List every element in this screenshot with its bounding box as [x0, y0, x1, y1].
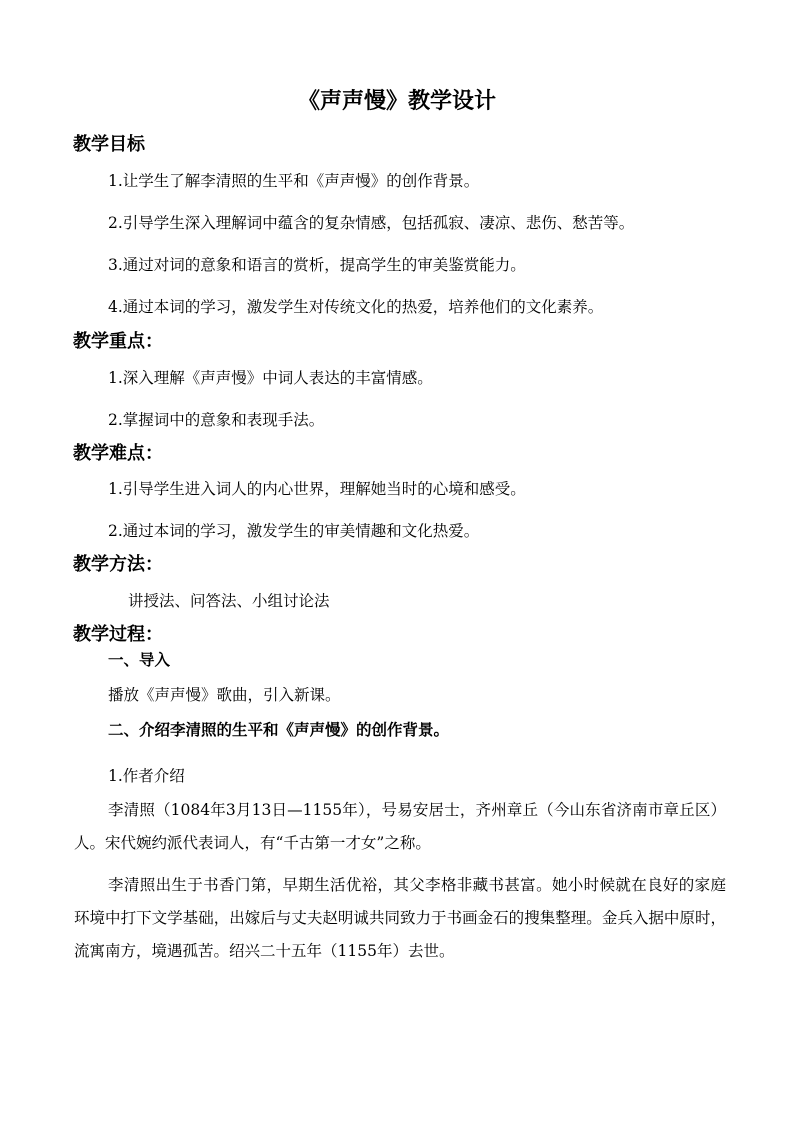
section-1-text: 播放《声声慢》歌曲，引入新课。	[108, 686, 341, 704]
key-point-item-1: 1.深入理解《声声慢》中词人表达的丰富情感。	[108, 369, 433, 387]
objective-item-1: 1.让学生了解李清照的生平和《声声慢》的创作背景。	[108, 172, 480, 190]
methods-heading: 教学方法：	[73, 554, 163, 575]
objective-item-3: 3.通过对词的意象和语言的赏析，提高学生的审美鉴赏能力。	[108, 256, 526, 274]
objectives-heading: 教学目标	[73, 134, 145, 155]
objective-item-2: 2.引导学生深入理解词中蕴含的复杂情感，包括孤寂、凄凉、悲伤、愁苦等。	[108, 214, 635, 232]
author-paragraph-2: 李清照出生于书香门第，早期生活优裕，其父李格非藏书甚富。她小时候就在良好的家庭环境中打下文学基础，出嫁后与丈夫赵明诚共同致力于书画金石的搜集整理。金兵入据中原时，流寓南方，境遇孤苦。绍兴二十五年（1155年）去世。	[74, 876, 726, 960]
document-title: 《声声慢》教学设计	[297, 89, 496, 114]
section-1-heading: 一、导入	[108, 651, 171, 669]
key-point-item-2: 2.掌握词中的意象和表现手法。	[108, 411, 325, 429]
author-paragraph-1: 李清照（1084年3月13日—1155年），号易安居士，齐州章丘（今山东省济南市章丘区）人。宋代婉约派代表词人，有“千古第一才女”之称。	[74, 801, 726, 852]
author-intro-label: 1.作者介绍	[108, 767, 185, 785]
process-heading: 教学过程：	[73, 624, 163, 645]
key-points-heading: 教学重点：	[73, 331, 163, 352]
methods-text: 讲授法、问答法、小组讨论法	[128, 592, 330, 610]
difficulty-item-2: 2.通过本词的学习，激发学生的审美情趣和文化热爱。	[108, 522, 480, 540]
difficulties-heading: 教学难点：	[73, 443, 163, 464]
objective-item-4: 4.通过本词的学习，激发学生对传统文化的热爱，培养他们的文化素养。	[108, 298, 604, 316]
section-2-heading: 二、介绍李清照的生平和《声声慢》的创作背景。	[108, 721, 450, 739]
difficulty-item-1: 1.引导学生进入词人的内心世界，理解她当时的心境和感受。	[108, 480, 526, 498]
